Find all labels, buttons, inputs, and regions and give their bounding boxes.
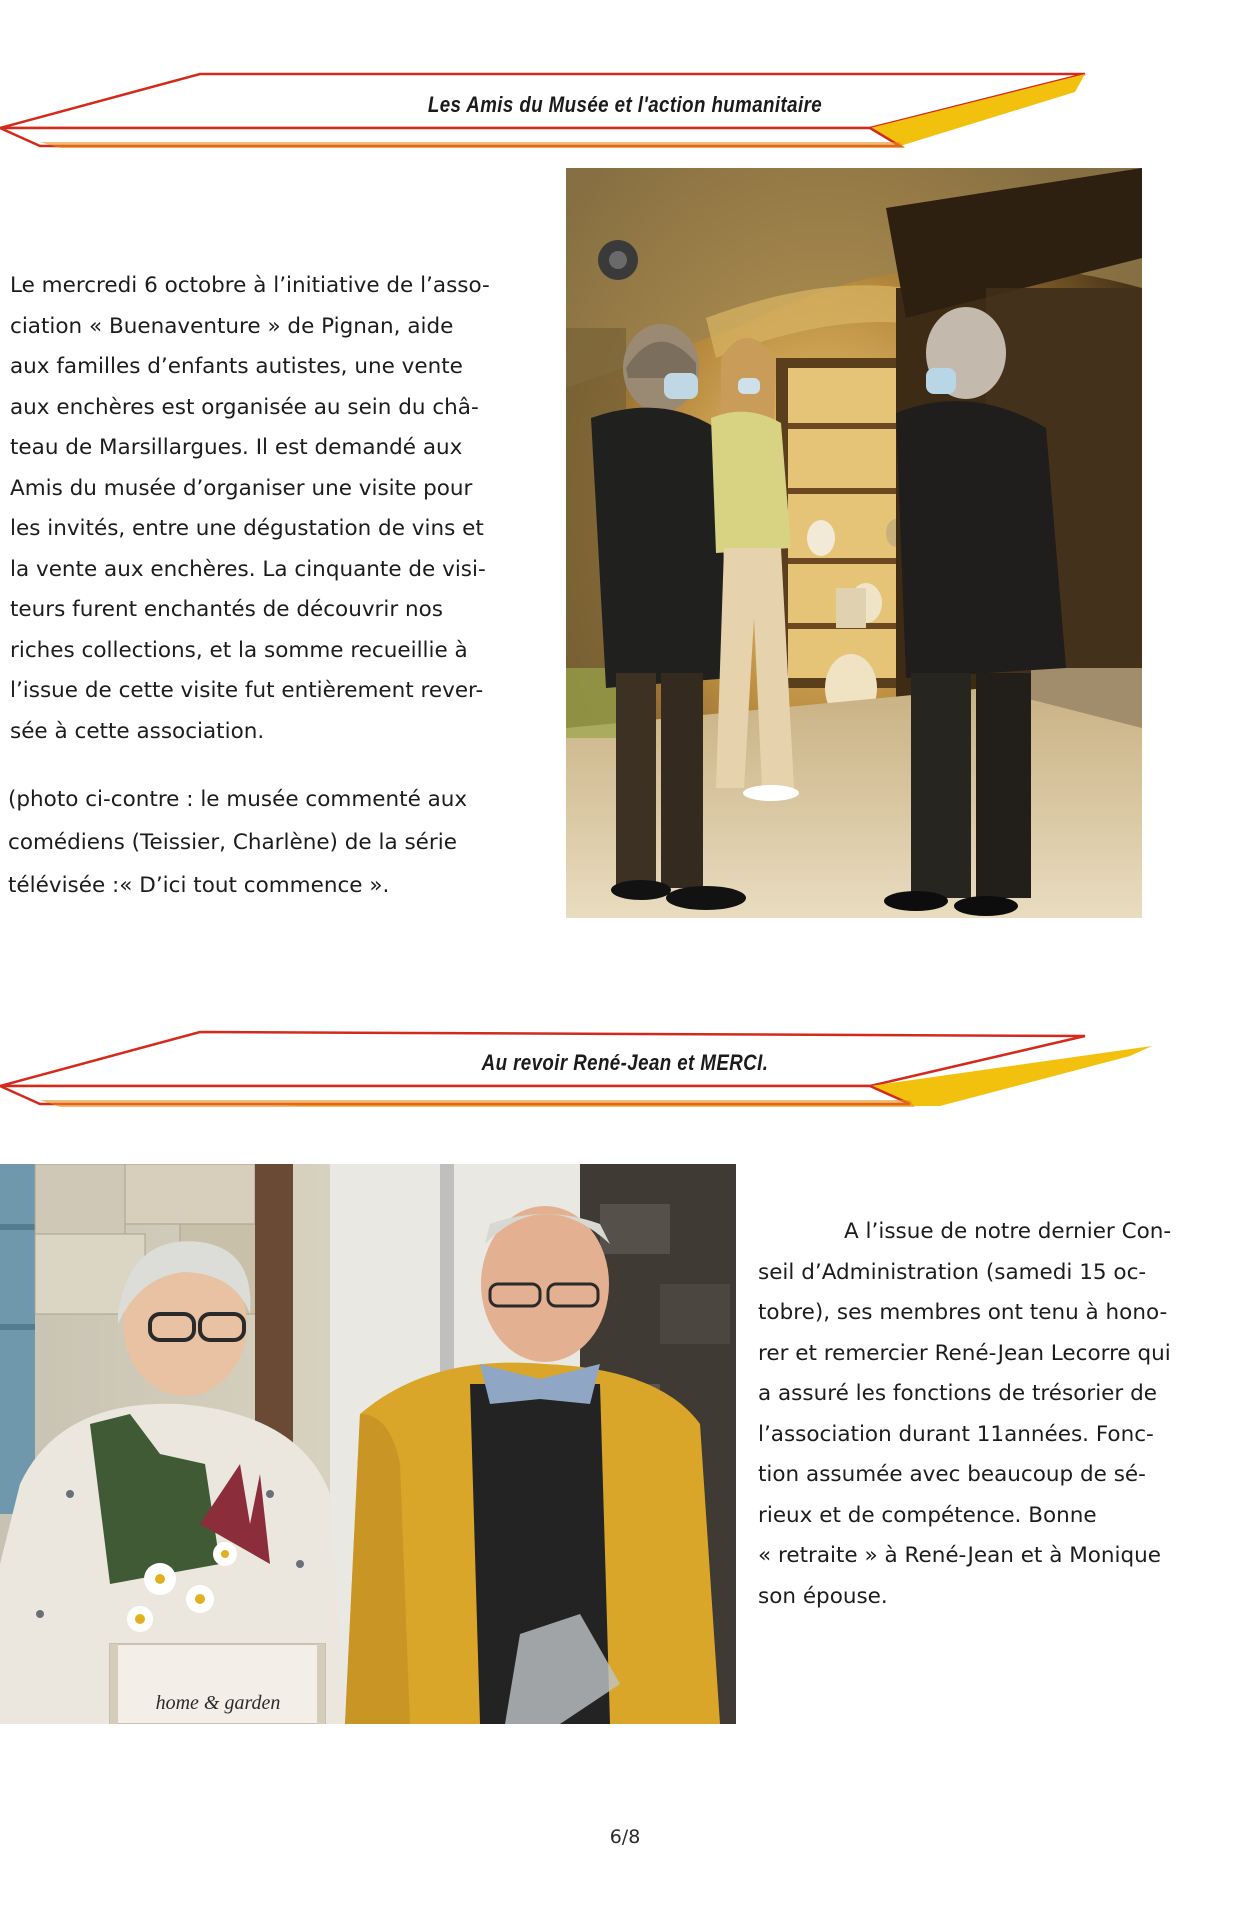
paragraph-line: tobre), ses membres ont tenu à hono- xyxy=(758,1300,1168,1325)
paragraph-line: la vente aux enchères. La cinquante de visi- xyxy=(10,556,486,582)
paragraph-line: tion assumée avec beaucoup de sé- xyxy=(758,1462,1146,1487)
crate-label: home & garden xyxy=(155,1692,281,1714)
paragraph-line: aux enchères est organisée au sein du châ- xyxy=(10,394,479,420)
caption-line: télévisée :« D’ici tout commence ». xyxy=(8,873,390,898)
paragraph-line: seil d’Administration (samedi 15 oc- xyxy=(758,1259,1147,1285)
caption-line: (photo ci-contre : le musée commenté aux xyxy=(8,787,468,812)
farewell-photo xyxy=(0,1164,736,1724)
caption-line: comédiens (Teissier, Charlène) de la série xyxy=(8,830,457,855)
section2-paragraph xyxy=(758,1212,1171,1617)
paragraph-line: Amis du musée d’organiser une visite pour xyxy=(10,475,473,501)
paragraph-line: riches collections, et la somme recueillie à xyxy=(10,637,468,663)
paragraph-line: l’issue de cette visite fut entièrement rever- xyxy=(10,678,484,703)
paragraph-line: rieux et de compétence. Bonne xyxy=(758,1502,1097,1528)
paragraph-line: « retraite » à René-Jean et à Monique xyxy=(758,1543,1162,1568)
section-banner-2 xyxy=(0,1030,1250,1120)
paragraph-line: a assuré les fonctions de trésorier de xyxy=(758,1381,1157,1406)
section1-caption xyxy=(8,778,467,907)
paragraph-line: teau de Marsillargues. Il est demandé aux xyxy=(10,435,463,460)
museum-visit-photo xyxy=(566,168,1142,918)
section-banner-1 xyxy=(0,72,1250,162)
paragraph-line: l’association durant 11années. Fonc- xyxy=(758,1421,1154,1447)
paragraph-line: rer et remercier René-Jean Lecorre qui xyxy=(758,1340,1171,1366)
paragraph-line: Le mercredi 6 octobre à l’initiative de l’asso- xyxy=(10,273,490,298)
page-number: 6/8 xyxy=(609,1826,641,1848)
section1-paragraph xyxy=(10,266,490,752)
paragraph-line: son épouse. xyxy=(758,1583,888,1609)
paragraph-line: aux familles d’enfants autistes, une vente xyxy=(10,354,463,379)
paragraph-line: ciation « Buenaventure » de Pignan, aide xyxy=(10,313,454,339)
section-title-2: Au revoir René-Jean et MERCI. xyxy=(481,1050,769,1075)
paragraph-line: teurs furent enchantés de découvrir nos xyxy=(10,597,444,622)
paragraph-line: sée à cette association. xyxy=(10,718,265,744)
paragraph-line: les invités, entre une dégustation de vins et xyxy=(10,516,484,541)
section-title-1: Les Amis du Musée et l'action humanitaire xyxy=(427,92,823,117)
paragraph-line: A l’issue de notre dernier Con- xyxy=(844,1219,1172,1244)
